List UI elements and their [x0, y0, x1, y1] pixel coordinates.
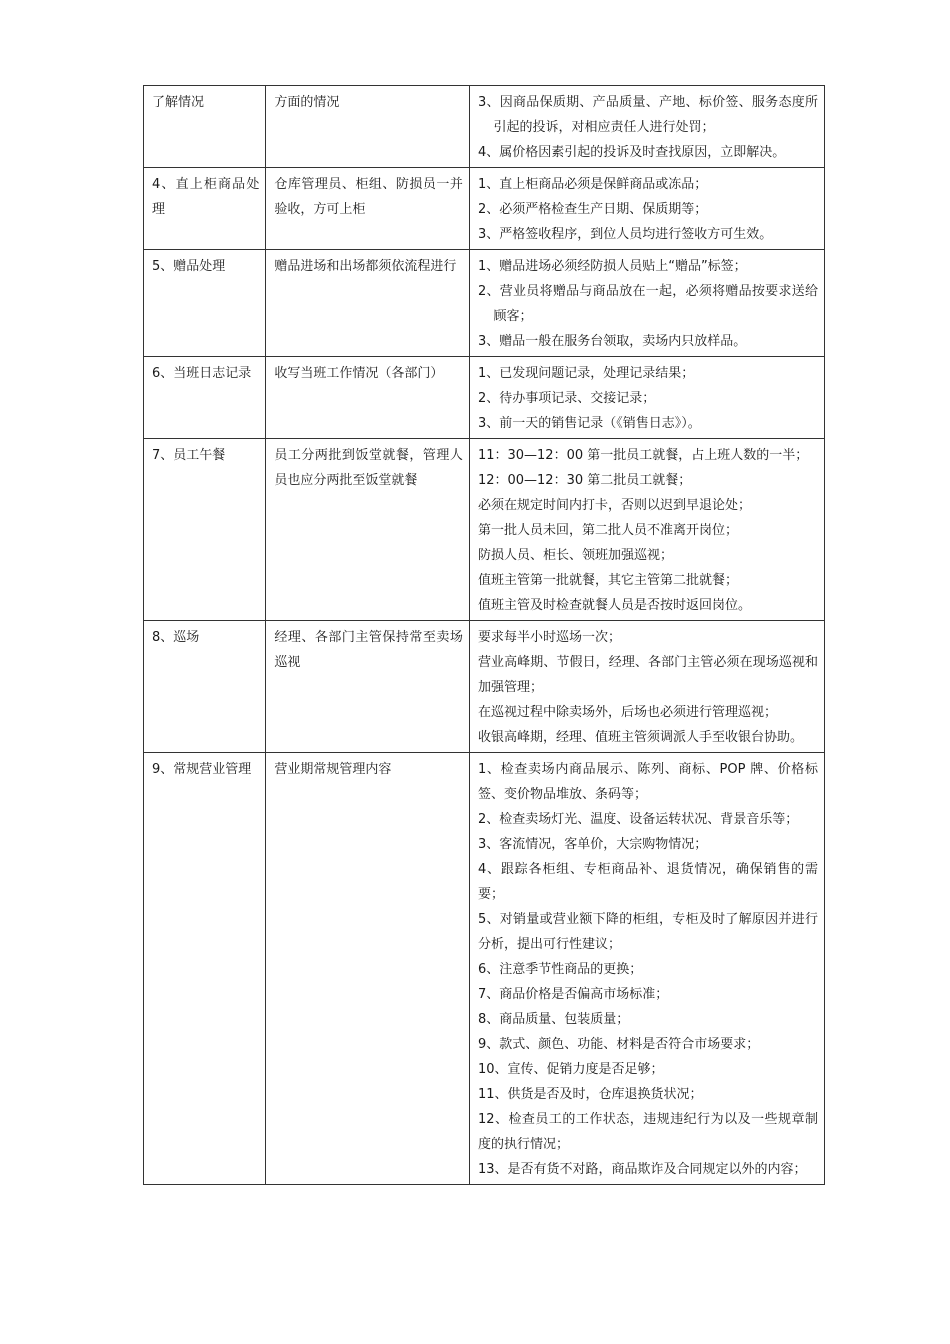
- requirement-line: 2、必须严格检查生产日期、保质期等；: [477, 202, 708, 217]
- table-row: [144, 439, 825, 621]
- item-cell: 4、直上柜商品处理: [144, 168, 266, 250]
- method-cell: 方面的情况: [266, 86, 470, 168]
- requirement-line: 必须在规定时间内打卡，否则以迟到早退论处；: [477, 498, 751, 513]
- requirements-cell: [469, 753, 824, 1185]
- requirement-line: 1、已发现问题记录，处理记录结果；: [477, 366, 695, 381]
- requirements-cell: [469, 439, 824, 621]
- requirement-line: 2、检查卖场灯光、温度、设备运转状况、背景音乐等；: [477, 812, 799, 827]
- requirement-line: 营业高峰期、节假日，经理、各部门主管必须在现场巡视和加强管理；: [477, 655, 818, 695]
- item-cell: 了解情况: [144, 86, 266, 168]
- requirement-line: 4、跟踪各柜组、专柜商品补、退货情况，确保销售的需要；: [477, 862, 818, 902]
- requirement-line: 4、属价格因素引起的投诉及时查找原因，立即解决。: [477, 145, 786, 160]
- requirement-line: 第一批人员未回，第二批人员不准离开岗位；: [477, 523, 738, 538]
- method-cell: 员工分两批到饭堂就餐，管理人员也应分两批至饭堂就餐: [266, 439, 470, 621]
- table-row: [144, 250, 825, 357]
- requirement-line: 3、因商品保质期、产品质量、产地、标价签、服务态度所引起的投诉，对相应责任人进行处罚；: [477, 95, 818, 135]
- requirement-line: 2、待办事项记录、交接记录；: [477, 391, 656, 406]
- requirement-line: 值班主管及时检查就餐人员是否按时返回岗位。: [477, 598, 751, 613]
- requirement-line: 防损人员、柜长、领班加强巡视；: [477, 548, 673, 563]
- requirement-line: 8、商品质量、包装质量；: [477, 1012, 630, 1027]
- requirements-cell: [469, 168, 824, 250]
- requirement-line: 在巡视过程中除卖场外，后场也必须进行管理巡视；: [477, 705, 777, 720]
- item-cell: 6、当班日志记录: [144, 357, 266, 439]
- table-row: [144, 357, 825, 439]
- requirement-line: 13、是否有货不对路，商品欺诈及合同规定以外的内容；: [477, 1162, 807, 1177]
- requirements-cell: [469, 357, 824, 439]
- requirement-line: 3、客流情况，客单价，大宗购物情况；: [477, 837, 708, 852]
- item-cell: 5、赠品处理: [144, 250, 266, 357]
- requirement-line: 11、供货是否及时，仓库退换货状况；: [477, 1087, 703, 1102]
- procedure-table: [143, 85, 825, 1185]
- requirements-cell: [469, 250, 824, 357]
- method-cell: 营业期常规管理内容: [266, 753, 470, 1185]
- requirement-line: 1、直上柜商品必须是保鲜商品或冻品；: [477, 177, 708, 192]
- item-cell: 8、巡场: [144, 621, 266, 753]
- item-cell: 7、员工午餐: [144, 439, 266, 621]
- table-body: [144, 86, 825, 1185]
- requirement-line: 值班主管第一批就餐，其它主管第二批就餐；: [477, 573, 738, 588]
- requirement-line: 1、检查卖场内商品展示、陈列、商标、POP 牌、价格标签、变价物品堆放、条码等；: [477, 762, 818, 802]
- method-cell: 赠品进场和出场都须依流程进行: [266, 250, 470, 357]
- method-cell: 仓库管理员、柜组、防损员一并验收，方可上柜: [266, 168, 470, 250]
- requirement-line: 3、严格签收程序，到位人员均进行签收方可生效。: [477, 227, 773, 242]
- method-cell: 收写当班工作情况（各部门）: [266, 357, 470, 439]
- requirement-line: 7、商品价格是否偏高市场标准；: [477, 987, 669, 1002]
- requirement-line: 1、赠品进场必须经防损人员贴上“赠品”标签；: [477, 259, 747, 274]
- requirement-line: 12：00—12：30 第二批员工就餐；: [477, 473, 692, 488]
- requirement-line: 2、营业员将赠品与商品放在一起，必须将赠品按要求送给顾客；: [477, 284, 818, 324]
- table-row: [144, 621, 825, 753]
- table-row: [144, 753, 825, 1185]
- requirement-line: 9、款式、颜色、功能、材料是否符合市场要求；: [477, 1037, 760, 1052]
- requirement-line: 要求每半小时巡场一次；: [477, 630, 621, 645]
- table-row: [144, 168, 825, 250]
- method-cell: 经理、各部门主管保持常至卖场巡视: [266, 621, 470, 753]
- requirement-line: 6、注意季节性商品的更换；: [477, 962, 643, 977]
- table-row: [144, 86, 825, 168]
- requirement-line: 10、宣传、促销力度是否足够；: [477, 1062, 664, 1077]
- requirement-line: 5、对销量或营业额下降的柜组，专柜及时了解原因并进行分析，提出可行性建议；: [477, 912, 818, 952]
- requirement-line: 11：30—12：00 第一批员工就餐，占上班人数的一半；: [477, 448, 809, 463]
- requirements-cell: [469, 86, 824, 168]
- requirement-line: 12、检查员工的工作状态，违规违纪行为以及一些规章制度的执行情况；: [477, 1112, 818, 1152]
- item-cell: 9、常规营业管理: [144, 753, 266, 1185]
- requirement-line: 收银高峰期，经理、值班主管须调派人手至收银台协助。: [477, 730, 803, 745]
- requirement-line: 3、赠品一般在服务台领取，卖场内只放样品。: [477, 334, 747, 349]
- requirements-cell: [469, 621, 824, 753]
- requirement-line: 3、前一天的销售记录（《销售日志》）。: [477, 416, 701, 431]
